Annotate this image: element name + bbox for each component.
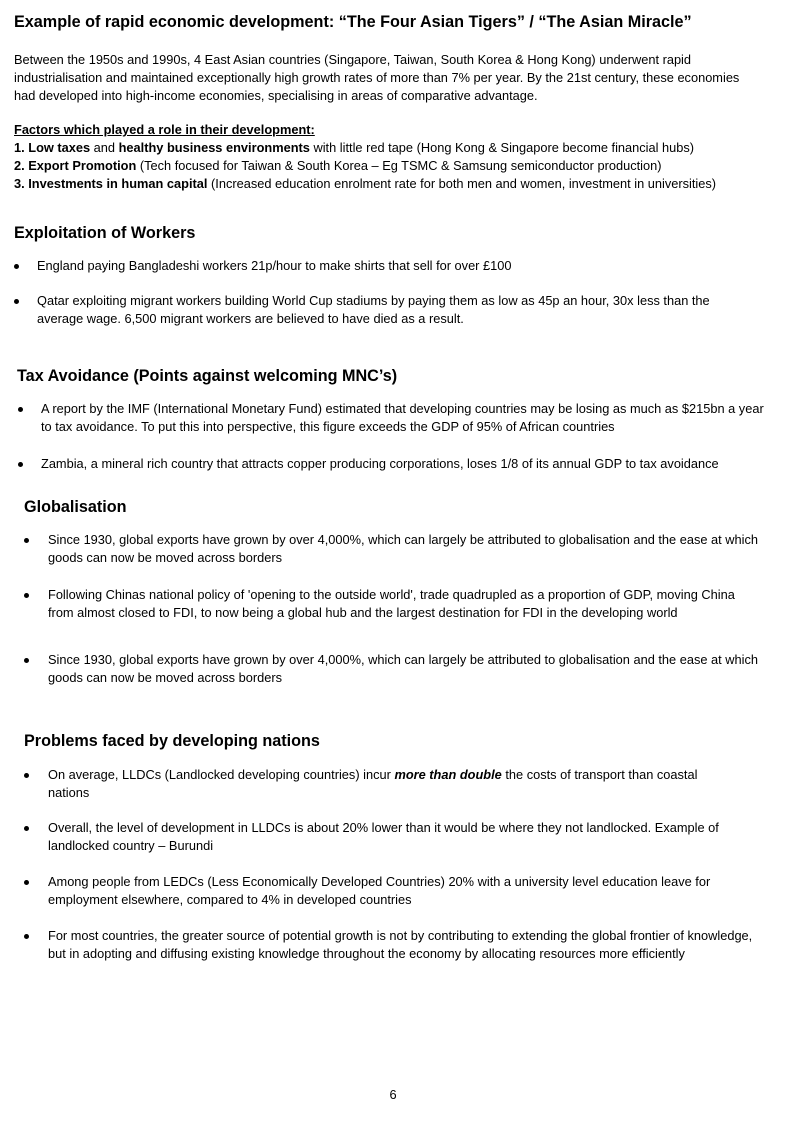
bullet-icon (24, 773, 29, 778)
bullet-icon (14, 299, 19, 304)
bullet-icon (24, 826, 29, 831)
bullet-icon (24, 934, 29, 939)
bullet-icon (24, 658, 29, 663)
factor-item: 1. Low taxes and healthy business environments with little red tape (Hong Kong & Singapore become financial hubs) (14, 140, 695, 155)
intro-paragraph: Between the 1950s and 1990s, 4 East Asian countries (Singapore, Taiwan, South Korea & Hong Kong) underwent rapid industrialisation and maintained exceptionally high growth rates of more than 7% per year. By the 21st century, these economies had developed into high-income economies, specialising in areas of comparative advantage. (14, 52, 740, 103)
bullet-icon (24, 880, 29, 885)
bullet-icon (18, 407, 23, 412)
globalisation-heading: Globalisation (24, 498, 127, 516)
problems-heading: Problems faced by developing nations (24, 732, 320, 750)
bullet-icon (24, 593, 29, 598)
tax-heading: Tax Avoidance (Points against welcoming MNC’s) (17, 367, 398, 385)
factor-item: 2. Export Promotion (Tech focused for Taiwan & South Korea – Eg TSMC & Samsung semiconductor production) (14, 158, 662, 173)
factor-item: 3. Investments in human capital (Increased education enrolment rate for both men and women, investment in universities) (14, 176, 717, 191)
page-number: 6 (389, 1087, 397, 1102)
factors-heading: Factors which played a role in their development: (14, 122, 315, 137)
page-title: Example of rapid economic development: “The Four Asian Tigers” / “The Asian Miracle” (14, 13, 692, 31)
bullet-icon (18, 462, 23, 467)
factors-section (14, 121, 784, 193)
exploitation-heading: Exploitation of Workers (14, 224, 196, 242)
bullet-icon (24, 538, 29, 543)
bullet-icon (14, 264, 19, 269)
